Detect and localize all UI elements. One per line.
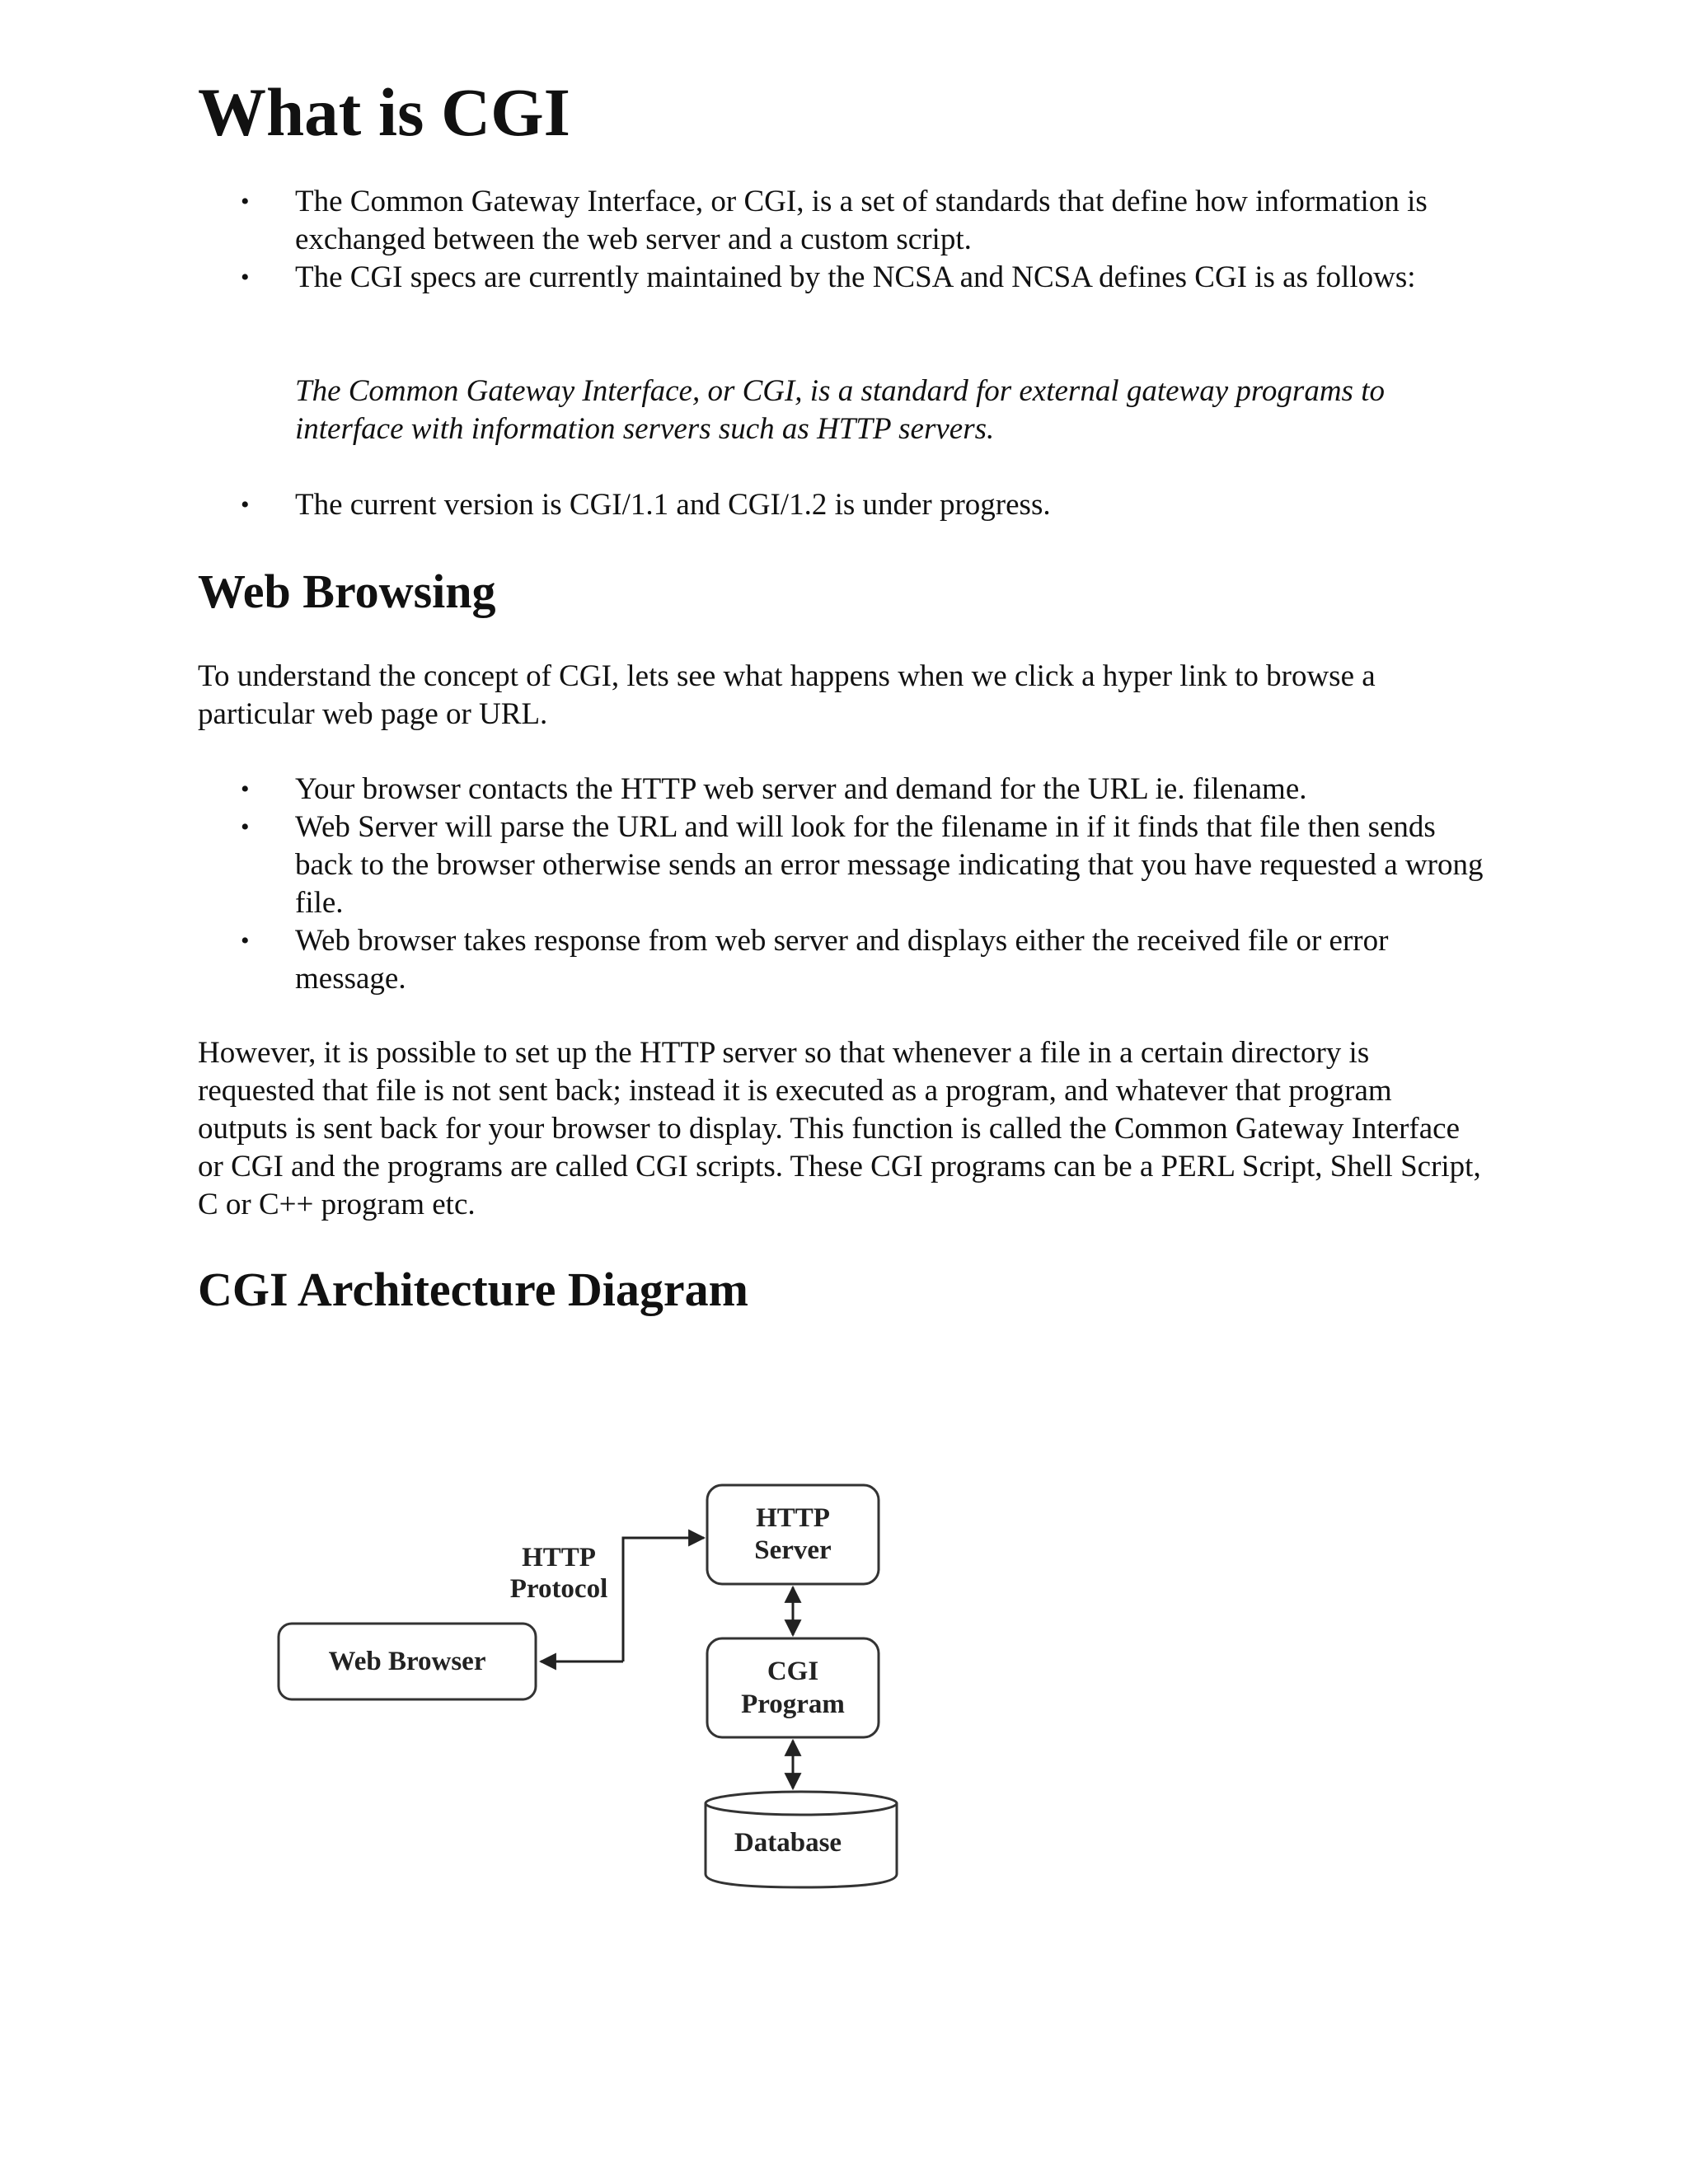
bullet-icon: • [241,188,250,215]
http-server-label-line1: HTTP [756,1503,830,1533]
cgi-architecture-diagram [264,1467,923,1896]
http-server-node [707,1485,879,1584]
http-server-label-line2: Server [754,1535,832,1565]
cgi-program-node [707,1638,879,1737]
protocol-label-line2: Protocol [509,1574,608,1604]
cgi-version-list [198,486,1500,524]
bullet-icon: • [241,491,250,518]
list-item [198,486,1500,524]
bullet-text: The Common Gateway Interface, or CGI, is a set of standards that define how information is exchanged between the web server and a custom script. [295,185,1428,256]
protocol-label-line1: HTTP [522,1543,596,1572]
web-browsing-bullet-list [198,771,1500,998]
cgi-explanation-paragraph: However, it is possible to set up the HTTP server so that whenever a file in a certain directory is requested that file is not sent back; instead it is executed as a program, and whatever that program outputs is sent back for your browser to display. This function is called the Common Gateway Interface or CGI and the programs are called CGI scripts. These CGI programs can be a PERL Script, Shell Script, C or C++ program etc. [198,1036,1481,1221]
section-heading-architecture: CGI Architecture Diagram [198,1263,748,1316]
bullet-text: Web browser takes response from web server and displays either the received file or error message. [295,924,1389,996]
cgi-program-label-line2: Program [741,1690,845,1719]
bullet-icon: • [241,927,250,954]
bullet-text: The CGI specs are currently maintained by the NCSA and NCSA defines CGI is as follows: [295,260,1416,294]
cgi-program-label-line1: CGI [767,1657,819,1686]
list-item [198,922,1500,998]
list-item [198,808,1500,922]
web-browser-node [279,1624,536,1699]
bullet-icon: • [241,776,250,803]
database-node [706,1792,897,1887]
list-item [198,259,1500,297]
cgi-definition-quote: The Common Gateway Interface, or CGI, is a standard for external gateway programs to interface with information servers such as HTTP servers. [295,374,1385,446]
list-item [198,771,1500,808]
web-browser-label: Web Browser [328,1647,486,1676]
bullet-icon: • [241,813,250,841]
list-item [198,183,1500,259]
cgi-bullet-list [198,183,1500,297]
database-label: Database [734,1828,842,1858]
bullet-text: The current version is CGI/1.1 and CGI/1.2 is under progress. [295,488,1051,522]
section-heading-web-browsing: Web Browsing [198,565,496,618]
bullet-text: Web Server will parse the URL and will look for the filename in if it finds that file then sends back to the browser otherwise sends an error message indicating that you have requested a wrong file. [295,810,1484,920]
protocol-connector-arrow [623,1538,704,1661]
page-title: What is CGI [198,74,570,150]
bullet-icon: • [241,264,250,291]
web-browsing-intro: To understand the concept of CGI, lets see what happens when we click a hyper link to browse a particular web page or URL. [198,659,1376,731]
bullet-text: Your browser contacts the HTTP web server and demand for the URL ie. filename. [295,772,1307,806]
